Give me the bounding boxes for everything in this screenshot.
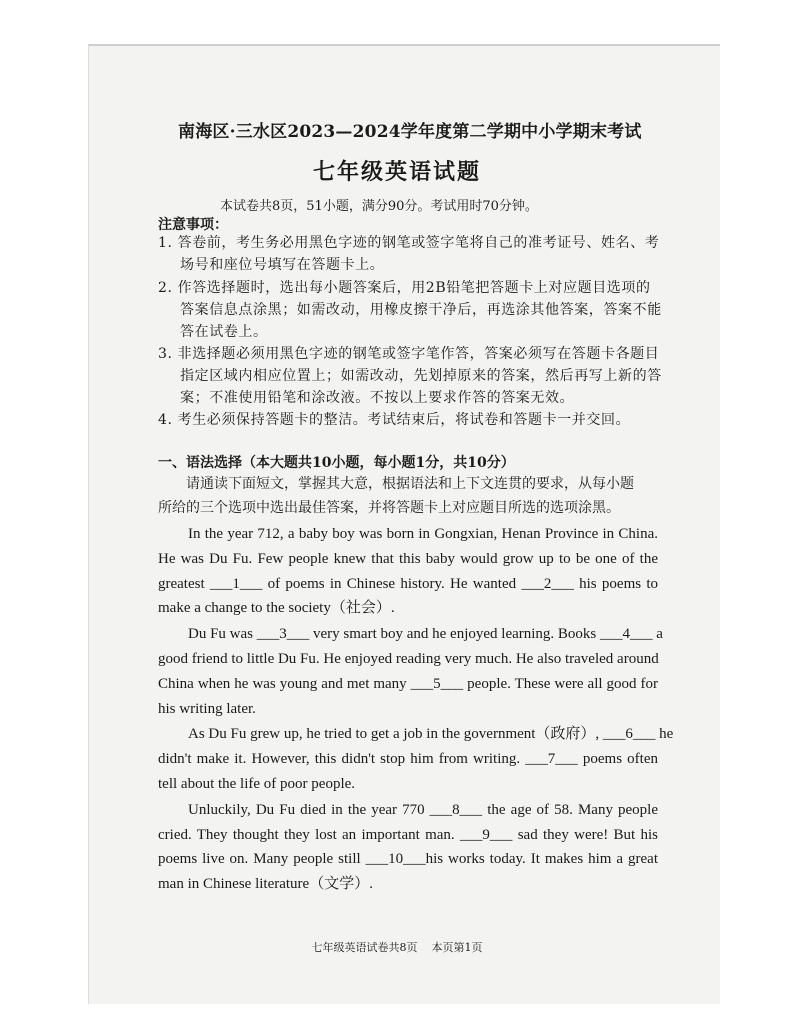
passage-line: make a change to the society（社会）. <box>158 600 395 617</box>
notes-heading: 注意事项： <box>158 217 228 233</box>
passage-line: He was Du Fu. Few people knew that this baby would grow up to be one of the <box>158 550 658 567</box>
passage-line: didn't make it. However, this didn't stop him from writing. ___7___ poems often <box>158 751 658 768</box>
passage-line: his writing later. <box>158 700 256 717</box>
note-line: 场号和座位号填写在答题卡上。 <box>180 257 385 273</box>
passage-line: In the year 712, a baby boy was born in Gongxian, Henan Province in China. <box>188 526 658 542</box>
passage-line: greatest ___1___ of poems in Chinese history. He wanted ___2___ his poems to <box>158 575 658 592</box>
passage-line: tell about the life of poor people. <box>158 775 356 792</box>
passage-paragraph-4 <box>158 798 658 897</box>
paper-edge-left <box>88 44 89 1004</box>
section-heading: 一、语法选择（本大题共10小题，每小题1分，共10分） <box>158 455 515 471</box>
note-line: 答在试卷上。 <box>180 324 268 340</box>
note-line: 指定区域内相应位置上；如需改动，先划掉原来的答案，然后再写上新的答 <box>180 368 662 384</box>
passage-line: Du Fu was ___3___ very smart boy and he enjoyed learning. Books ___4___ a <box>188 626 663 643</box>
passage-line: Unluckily, Du Fu died in the year 770 ___8___ the age of 58. Many people <box>188 801 658 818</box>
note-line: 1. 答卷前，考生务必用黑色字迹的钢笔或签字笔将自己的准考证号、姓名、考 <box>158 235 660 251</box>
page-footer <box>0 939 794 955</box>
exam-title: 南海区·三水区2023—2024学年度第二学期中小学期末考试 <box>178 122 642 142</box>
note-item-3 <box>158 343 662 409</box>
note-line: 案；不准使用铅笔和涂改液。不按以上要求作答的答案无效。 <box>180 390 575 406</box>
subject-title: 七年级英语试题 <box>312 159 481 185</box>
note-line: 4. 考生必须保持答题卡的整洁。考试结束后，将试卷和答题卡一并交回。 <box>158 412 631 428</box>
passage-paragraph-1 <box>158 522 658 621</box>
reading-passage <box>158 522 674 898</box>
note-item-4 <box>158 409 630 431</box>
passage-paragraph-3 <box>158 722 674 796</box>
note-item-2 <box>158 277 662 343</box>
passage-line: poems live on. Many people still ___10___his works today. It makes him a great <box>158 851 658 868</box>
passage-line: man in Chinese literature（文学）. <box>158 876 373 893</box>
passage-paragraph-2 <box>158 622 663 721</box>
instruction-line: 请通读下面短文，掌握其大意，根据语法和上下文连贯的要求，从每小题 <box>186 476 634 492</box>
instruction-line: 所给的三个选项中选出最佳答案，并将答题卡上对应题目所选的选项涂黑。 <box>158 500 620 516</box>
passage-line: As Du Fu grew up, he tried to get a job in the government（政府）, ___6___ he <box>188 726 674 743</box>
paper-edge-top <box>88 44 720 46</box>
passage-line: cried. They thought they lost an important man. ___9___ sad they were! But his <box>158 826 658 843</box>
note-line: 3. 非选择题必须用黑色字迹的钢笔或签字笔作答，答案必须写在答题卡各题目 <box>158 346 660 362</box>
footer-total-pages: 七年级英语试卷共8页 <box>311 941 418 954</box>
passage-line: good friend to little Du Fu. He enjoyed reading very much. He also traveled around <box>158 650 659 667</box>
note-item-1 <box>158 232 659 276</box>
passage-line: China when he was young and met many ___5___ people. These were all good for <box>158 675 658 692</box>
exam-info: 本试卷共8页，51小题，满分90分。考试用时70分钟。 <box>220 199 538 214</box>
note-line: 答案信息点涂黑；如需改动，用橡皮擦干净后，再选涂其他答案，答案不能 <box>180 302 662 318</box>
footer-page-number: 本页第1页 <box>431 941 483 954</box>
note-line: 2. 作答选择题时，选出每小题答案后，用2B铅笔把答题卡上对应题目选项的 <box>158 280 651 296</box>
section-instruction <box>158 472 634 520</box>
